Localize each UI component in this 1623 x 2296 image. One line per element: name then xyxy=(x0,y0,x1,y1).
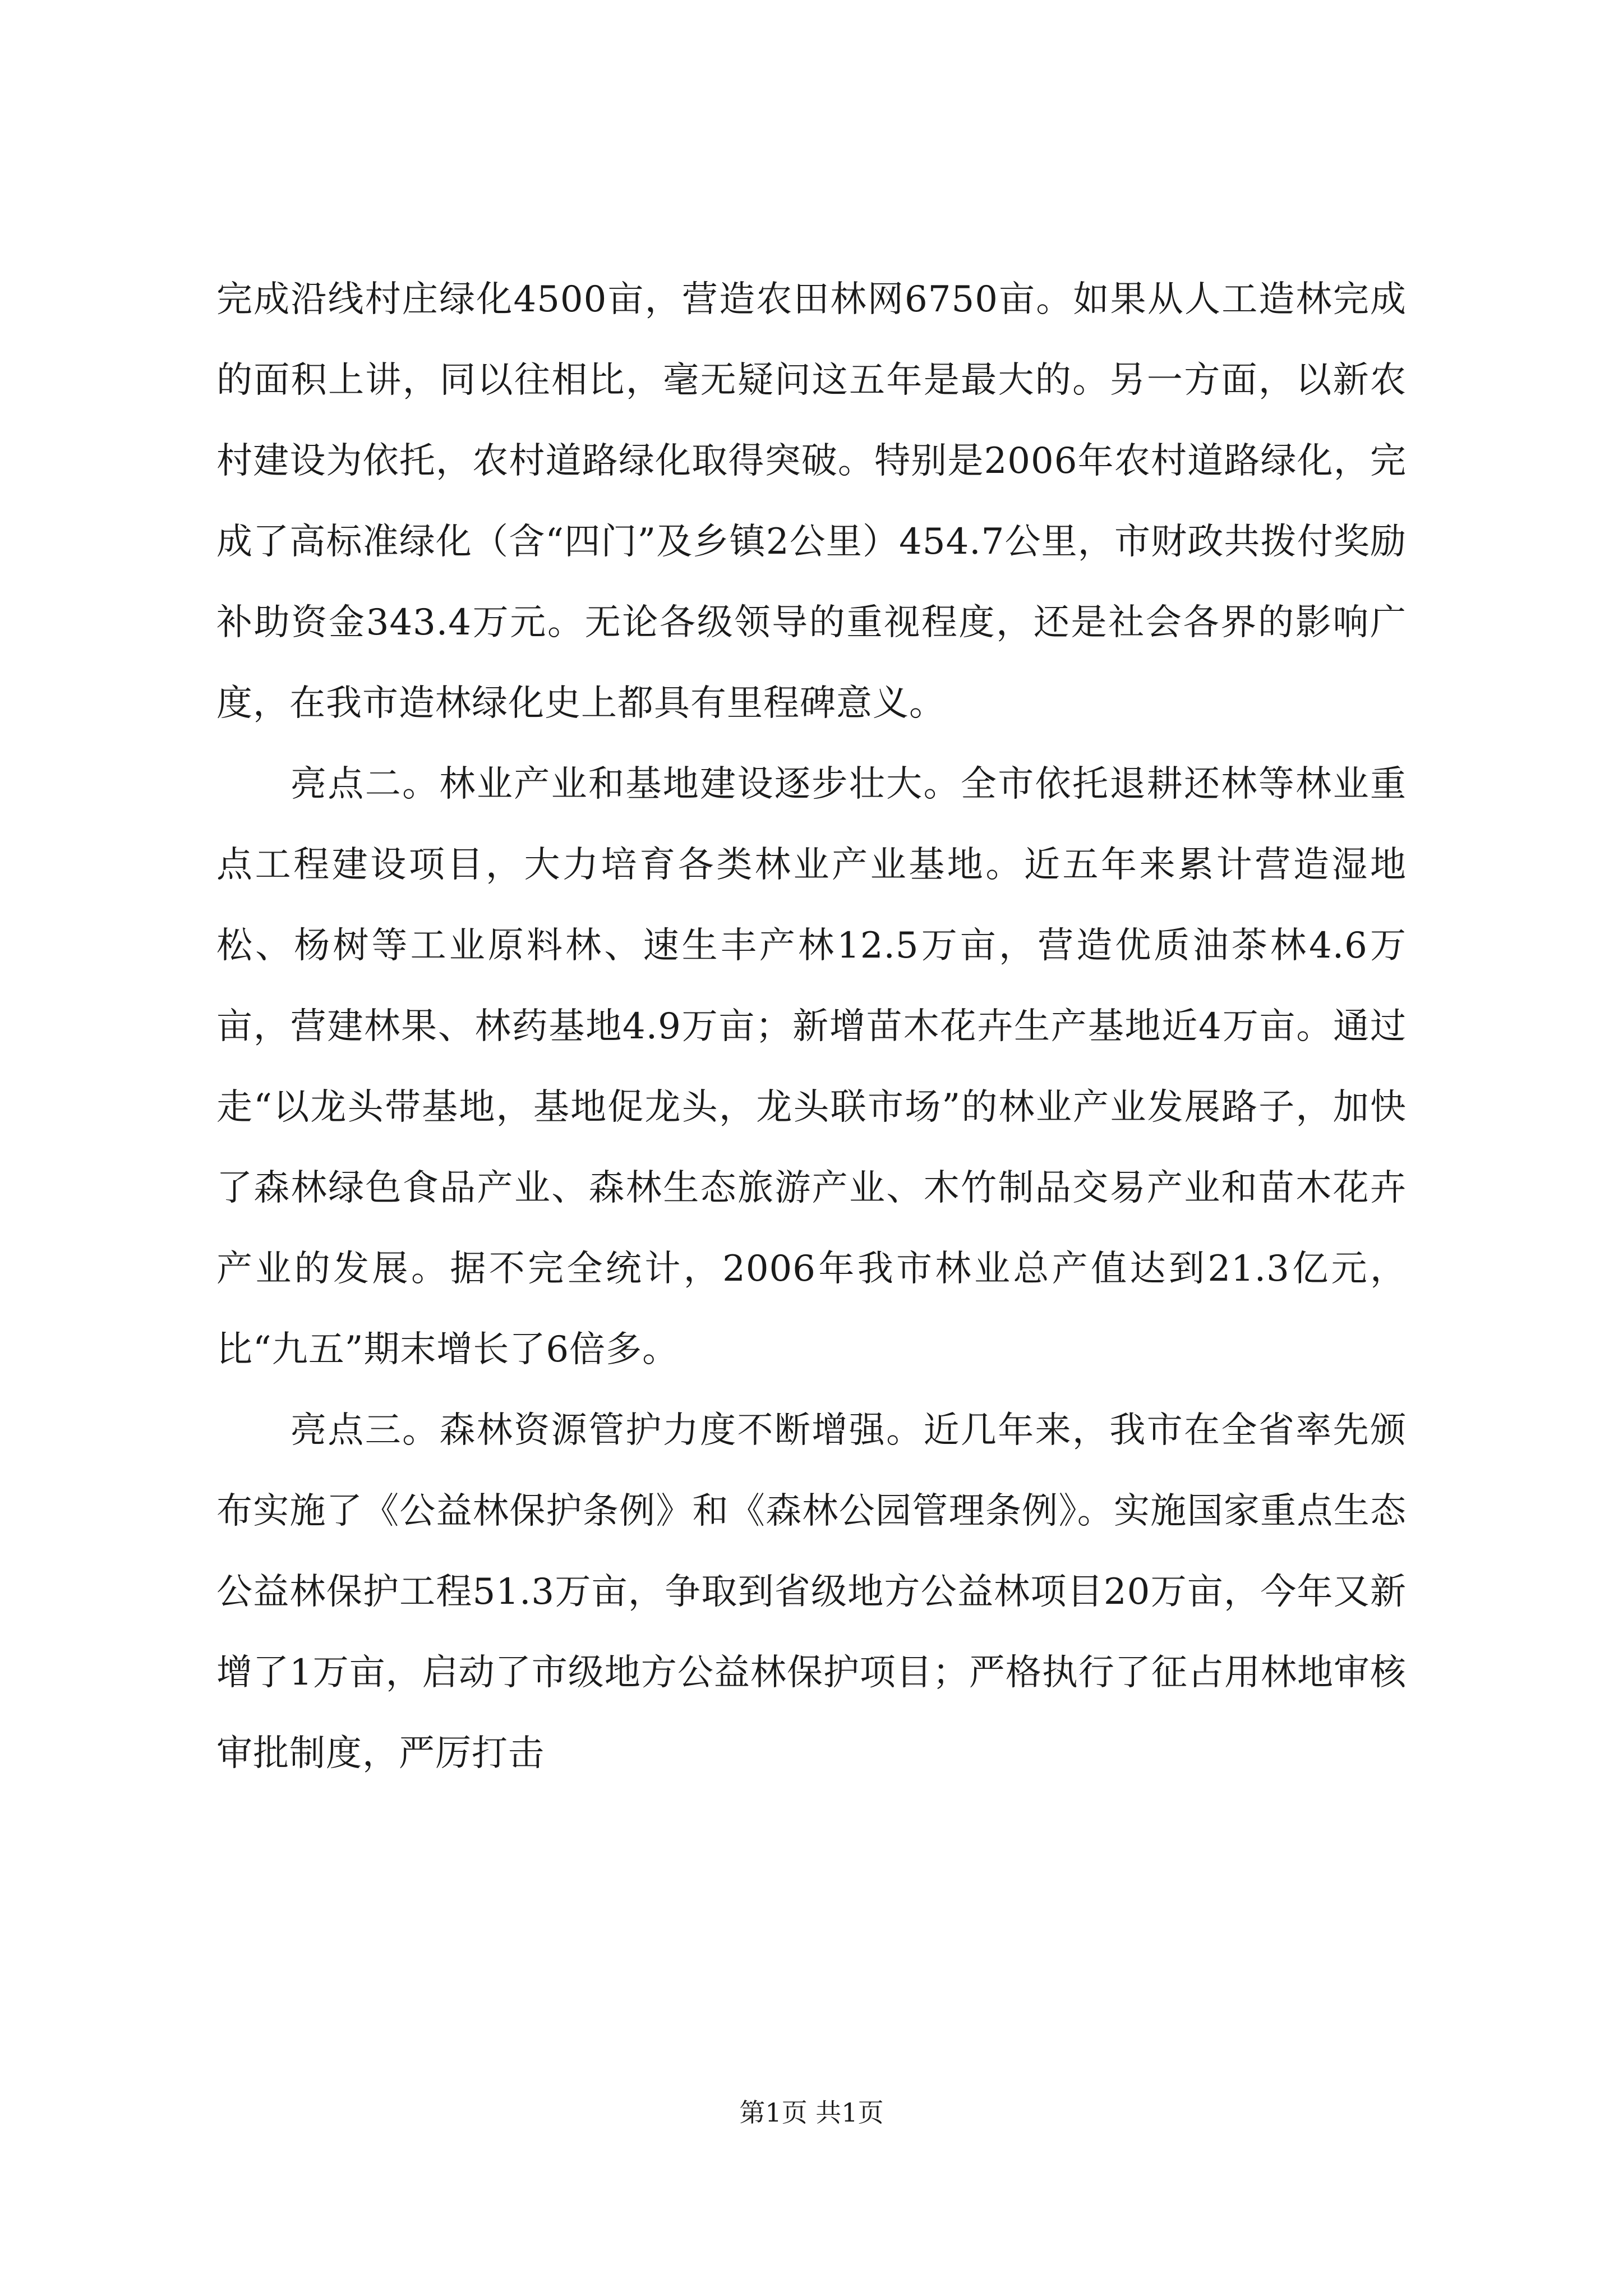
paragraph-3: 亮点三。森林资源管护力度不断增强。近几年来，我市在全省率先颁布实施了《公益林保护条例》和《森林公园管理条例》。实施国家重点生态公益林保护工程51.3万亩，争取到省级地方公益林项目20万亩，今年又新增了1万亩，启动了市级地方公益林保护项目；严格执行了征占用林地审核审批制度，严厉打击 xyxy=(216,1410,1407,1774)
page-footer: 第1页 共1页 xyxy=(739,2097,884,2128)
document-body xyxy=(216,259,1407,1794)
paragraph-2: 亮点二。林业产业和基地建设逐步壮大。全市依托退耕还林等林业重点工程建设项目，大力培育各类林业产业基地。近五年来累计营造湿地松、杨树等工业原料林、速生丰产林12.5万亩，营造优质油茶林4.6万亩，营建林果、林药基地4.9万亩；新增苗木花卉生产基地近4万亩。通过走“以龙头带基地，基地促龙头，龙头联市场”的林业产业发展路子，加快了森林绿色食品产业、森林生态旅游产业、木竹制品交易产业和苗木花卉产业的发展。据不完全统计，2006年我市林业总产值达到21.3亿元，比“九五”期末增长了6倍多。 xyxy=(216,763,1407,1370)
paragraph-1: 完成沿线村庄绿化4500亩，营造农田林网6750亩。如果从人工造林完成的面积上讲，同以往相比，毫无疑问这五年是最大的。另一方面，以新农村建设为依托，农村道路绿化取得突破。特别是2006年农村道路绿化，完成了高标准绿化（含“四门”及乡镇2公里）454.7公里，市财政共拨付奖励补助资金343.4万元。无论各级领导的重视程度，还是社会各界的影响广度，在我市造林绿化史上都具有里程碑意义。 xyxy=(216,279,1407,724)
